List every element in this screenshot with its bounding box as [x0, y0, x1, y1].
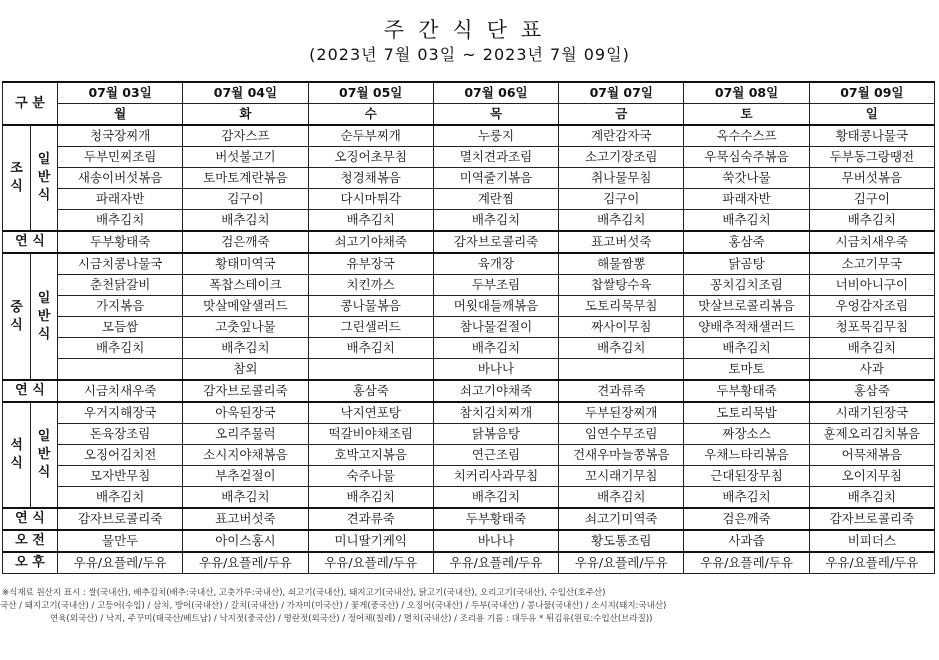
- breakfast-item: 소고기장조림: [559, 147, 684, 168]
- dinner-item: 두부된장찌개: [559, 402, 684, 424]
- am-snack-item: 아이스홍시: [183, 530, 308, 552]
- dinner-item: 모자반무침: [58, 466, 183, 487]
- lunch-porridge-item: 견과류죽: [559, 380, 684, 402]
- pm-snack-item: 우유/요플레/두유: [809, 552, 934, 574]
- pm-snack-item: 우유/요플레/두유: [684, 552, 809, 574]
- breakfast-item: 청경채볶음: [308, 168, 433, 189]
- breakfast-item: 미역줄기볶음: [433, 168, 558, 189]
- lunch-porridge-item: 감자브로콜리죽: [183, 380, 308, 402]
- lunch-item: 배추김치: [308, 338, 433, 359]
- dinner-porridge-item: 감자브로콜리죽: [58, 508, 183, 530]
- day-date: 07월 04일: [183, 82, 308, 104]
- dinner-item: 호박고지볶음: [308, 445, 433, 466]
- lunch-item: 모듬쌈: [58, 317, 183, 338]
- breakfast-item: 무버섯볶음: [809, 168, 934, 189]
- lunch-item: 그린샐러드: [308, 317, 433, 338]
- breakfast-porridge-label: 연 식: [3, 231, 58, 253]
- dinner-item: 돈육장조림: [58, 424, 183, 445]
- lunch-item: 춘천닭갈비: [58, 275, 183, 296]
- lunch-porridge-item: 두부황태죽: [684, 380, 809, 402]
- breakfast-item: 누룽지: [433, 125, 558, 147]
- breakfast-item: 파래자반: [684, 189, 809, 210]
- day-date: 07월 06일: [433, 82, 558, 104]
- breakfast-item: 새송이버섯볶음: [58, 168, 183, 189]
- lunch-porridge-item: 시금치새우죽: [58, 380, 183, 402]
- breakfast-item: 두부민찌조림: [58, 147, 183, 168]
- day-weekday: 일: [809, 104, 934, 126]
- dinner-porridge-item: 쇠고기미역죽: [559, 508, 684, 530]
- lunch-item: 양배추적채샐러드: [684, 317, 809, 338]
- lunch-item: 참외: [183, 359, 308, 381]
- lunch-item: 육개장: [433, 253, 558, 275]
- am-snack-item: 사과즙: [684, 530, 809, 552]
- dinner-porridge-item: 두부황태죽: [433, 508, 558, 530]
- lunch-item: [308, 359, 433, 381]
- origin-note-line: 연육(외국산) / 낙지, 주꾸미(태국산/베트남) / 낙지젓(중국산) / 명란젓(외국산) / 정어채(칠레) / 멸치(국내산) / 조리용 기름 : 대두유 * 튀김유(원료:수입산(브라질)): [50, 614, 653, 624]
- lunch-item: 배추김치: [183, 338, 308, 359]
- lunch-general-label: 일 반 식: [31, 253, 58, 380]
- lunch-item: 맛살브로콜리볶음: [684, 296, 809, 317]
- lunch-item: 배추김치: [58, 338, 183, 359]
- breakfast-item: 계란감자국: [559, 125, 684, 147]
- dinner-item: 배추김치: [58, 487, 183, 509]
- dinner-item: 낙지연포탕: [308, 402, 433, 424]
- lunch-porridge-item: 홍삼죽: [809, 380, 934, 402]
- lunch-porridge-label: 연 식: [3, 380, 58, 402]
- day-weekday: 토: [684, 104, 809, 126]
- breakfast-porridge-item: 두부황태죽: [58, 231, 183, 253]
- dinner-item: 부추겉절이: [183, 466, 308, 487]
- am-snack-item: 미니딸기케익: [308, 530, 433, 552]
- lunch-item: 폭찹스테이크: [183, 275, 308, 296]
- lunch-item: 닭곰탕: [684, 253, 809, 275]
- breakfast-item: 배추김치: [684, 210, 809, 232]
- dinner-item: 배추김치: [809, 487, 934, 509]
- dinner-porridge-item: 검은깨죽: [684, 508, 809, 530]
- day-weekday: 금: [559, 104, 684, 126]
- origin-note-line: 국산 / 돼지고기(국내산) / 고등어(수입) / 삼치, 방어(국내산) / 갈치(국내산) / 가자미(미국산) / 꽃게(중국산) / 오징어(국내산) / 두부(국내산) / 콩나물(국내산) / 소시지(돼지:국내산): [0, 601, 667, 611]
- dinner-item: 배추김치: [559, 487, 684, 509]
- dinner-item: 건새우마늘쫑볶음: [559, 445, 684, 466]
- lunch-item: 해물짬뽕: [559, 253, 684, 275]
- breakfast-item: 배추김치: [58, 210, 183, 232]
- dinner-porridge-label: 연 식: [3, 508, 58, 530]
- breakfast-item: 김구이: [809, 189, 934, 210]
- dinner-porridge-item: 감자브로콜리죽: [809, 508, 934, 530]
- breakfast-item: 배추김치: [308, 210, 433, 232]
- breakfast-general-label: 일 반 식: [31, 125, 58, 231]
- breakfast-item: 우묵심숙주볶음: [684, 147, 809, 168]
- breakfast-item: 토마토계란볶음: [183, 168, 308, 189]
- breakfast-item: 감자스프: [183, 125, 308, 147]
- dinner-item: 임연수무조림: [559, 424, 684, 445]
- dinner-porridge-item: 견과류죽: [308, 508, 433, 530]
- lunch-item: 황태미역국: [183, 253, 308, 275]
- lunch-item: 배추김치: [684, 338, 809, 359]
- dinner-item: 도토리묵밥: [684, 402, 809, 424]
- day-weekday: 수: [308, 104, 433, 126]
- breakfast-porridge-item: 홍삼죽: [684, 231, 809, 253]
- lunch-item: 찹쌀탕수육: [559, 275, 684, 296]
- breakfast-item: 버섯불고기: [183, 147, 308, 168]
- lunch-item: 머윗대들깨볶음: [433, 296, 558, 317]
- am-snack-item: 황도통조림: [559, 530, 684, 552]
- breakfast-item: 취나물무침: [559, 168, 684, 189]
- pm-snack-item: 우유/요플레/두유: [58, 552, 183, 574]
- breakfast-item: 쑥갓나물: [684, 168, 809, 189]
- am-snack-item: 바나나: [433, 530, 558, 552]
- lunch-item: 배추김치: [559, 338, 684, 359]
- lunch-item: 바나나: [433, 359, 558, 381]
- dinner-item: 소시지야채볶음: [183, 445, 308, 466]
- breakfast-item: 멸치견과조림: [433, 147, 558, 168]
- day-date: 07월 07일: [559, 82, 684, 104]
- pm-snack-item: 우유/요플레/두유: [183, 552, 308, 574]
- lunch-item: 도토리묵무침: [559, 296, 684, 317]
- dinner-item: 시래기된장국: [809, 402, 934, 424]
- dinner-item: 배추김치: [308, 487, 433, 509]
- lunch-item: 토마토: [684, 359, 809, 381]
- breakfast-porridge-item: 검은깨죽: [183, 231, 308, 253]
- lunch-item: 맛살메알샐러드: [183, 296, 308, 317]
- breakfast-item: 배추김치: [809, 210, 934, 232]
- breakfast-item: 김구이: [559, 189, 684, 210]
- breakfast-item: 옥수수스프: [684, 125, 809, 147]
- lunch-item: 두부조림: [433, 275, 558, 296]
- weekly-menu-table: [2, 81, 935, 574]
- am-snack-item: 비피더스: [809, 530, 934, 552]
- dinner-item: 참치김치찌개: [433, 402, 558, 424]
- dinner-label: 석 식: [3, 402, 31, 508]
- dinner-item: 연근조림: [433, 445, 558, 466]
- lunch-item: 참나물겉절이: [433, 317, 558, 338]
- lunch-item: 유부장국: [308, 253, 433, 275]
- lunch-porridge-item: 홍삼죽: [308, 380, 433, 402]
- lunch-item: 치킨까스: [308, 275, 433, 296]
- breakfast-item: 청국장찌개: [58, 125, 183, 147]
- dinner-item: 꼬시래기무침: [559, 466, 684, 487]
- dinner-porridge-item: 표고버섯죽: [183, 508, 308, 530]
- day-date: 07월 09일: [809, 82, 934, 104]
- lunch-item: 우엉감자조림: [809, 296, 934, 317]
- lunch-item: [58, 359, 183, 381]
- pm-snack-item: 우유/요플레/두유: [308, 552, 433, 574]
- am-snack-item: 물만두: [58, 530, 183, 552]
- day-date: 07월 05일: [308, 82, 433, 104]
- page-title: 주간식단표: [383, 18, 556, 42]
- breakfast-label: 조 식: [3, 125, 31, 231]
- breakfast-porridge-item: 감자브로콜리죽: [433, 231, 558, 253]
- dinner-item: 어묵채볶음: [809, 445, 934, 466]
- dinner-item: 훈제오리김치볶음: [809, 424, 934, 445]
- lunch-item: 배추김치: [809, 338, 934, 359]
- day-weekday: 화: [183, 104, 308, 126]
- breakfast-porridge-item: 표고버섯죽: [559, 231, 684, 253]
- day-weekday: 월: [58, 104, 183, 126]
- breakfast-item: 배추김치: [559, 210, 684, 232]
- breakfast-item: 계란찜: [433, 189, 558, 210]
- dinner-item: 치커리사과무침: [433, 466, 558, 487]
- am-snack-label: 오 전: [3, 530, 58, 552]
- dinner-item: 배추김치: [684, 487, 809, 509]
- breakfast-porridge-item: 시금치새우죽: [809, 231, 934, 253]
- dinner-item: 떡갈비야채조림: [308, 424, 433, 445]
- lunch-item: 콩나물볶음: [308, 296, 433, 317]
- lunch-item: 짜사이무침: [559, 317, 684, 338]
- lunch-item: 꽁치김치조림: [684, 275, 809, 296]
- lunch-item: 너비아니구이: [809, 275, 934, 296]
- lunch-item: 시금치콩나물국: [58, 253, 183, 275]
- dinner-item: 아욱된장국: [183, 402, 308, 424]
- lunch-porridge-item: 쇠고기야채죽: [433, 380, 558, 402]
- dinner-general-label: 일 반 식: [31, 402, 58, 508]
- dinner-item: 근대된장무침: [684, 466, 809, 487]
- lunch-item: 청포묵김무침: [809, 317, 934, 338]
- category-header: 구 분: [3, 82, 58, 125]
- origin-note-line: ※식재료 원산지 표시 : 쌀(국내산), 배추김치(배추:국내산, 고춧가루:국내산), 쇠고기(국내산), 돼지고기(국내산), 닭고기(국내산), 오리고기(국내산), 수입산(호주산): [2, 588, 606, 598]
- lunch-item: 고춧잎나물: [183, 317, 308, 338]
- dinner-item: 오징어김치전: [58, 445, 183, 466]
- lunch-item: [559, 359, 684, 381]
- breakfast-item: 배추김치: [433, 210, 558, 232]
- pm-snack-label: 오 후: [3, 552, 58, 574]
- dinner-item: 우거지해장국: [58, 402, 183, 424]
- period-subtitle: (2023년 7월 03일 ~ 2023년 7월 09일): [309, 45, 630, 64]
- breakfast-item: 다시마튀각: [308, 189, 433, 210]
- breakfast-item: 김구이: [183, 189, 308, 210]
- dinner-item: 우채느타리볶음: [684, 445, 809, 466]
- breakfast-item: 두부동그랑땡전: [809, 147, 934, 168]
- dinner-item: 배추김치: [433, 487, 558, 509]
- breakfast-item: 황태콩나물국: [809, 125, 934, 147]
- dinner-item: 짜장소스: [684, 424, 809, 445]
- lunch-item: 소고기무국: [809, 253, 934, 275]
- breakfast-item: 배추김치: [183, 210, 308, 232]
- pm-snack-item: 우유/요플레/두유: [433, 552, 558, 574]
- lunch-item: 사과: [809, 359, 934, 381]
- pm-snack-item: 우유/요플레/두유: [559, 552, 684, 574]
- dinner-item: 오리주물럭: [183, 424, 308, 445]
- breakfast-item: 오징어초무침: [308, 147, 433, 168]
- dinner-item: 숙주나물: [308, 466, 433, 487]
- breakfast-item: 순두부찌개: [308, 125, 433, 147]
- lunch-item: 배추김치: [433, 338, 558, 359]
- day-weekday: 목: [433, 104, 558, 126]
- breakfast-item: 파래자반: [58, 189, 183, 210]
- day-date: 07월 08일: [684, 82, 809, 104]
- breakfast-porridge-item: 쇠고기야채죽: [308, 231, 433, 253]
- dinner-item: 닭볶음탕: [433, 424, 558, 445]
- lunch-label: 중 식: [3, 253, 31, 380]
- lunch-item: 가지볶음: [58, 296, 183, 317]
- origin-notes: [0, 587, 939, 626]
- dinner-item: 배추김치: [183, 487, 308, 509]
- day-date: 07월 03일: [58, 82, 183, 104]
- dinner-item: 오이지무침: [809, 466, 934, 487]
